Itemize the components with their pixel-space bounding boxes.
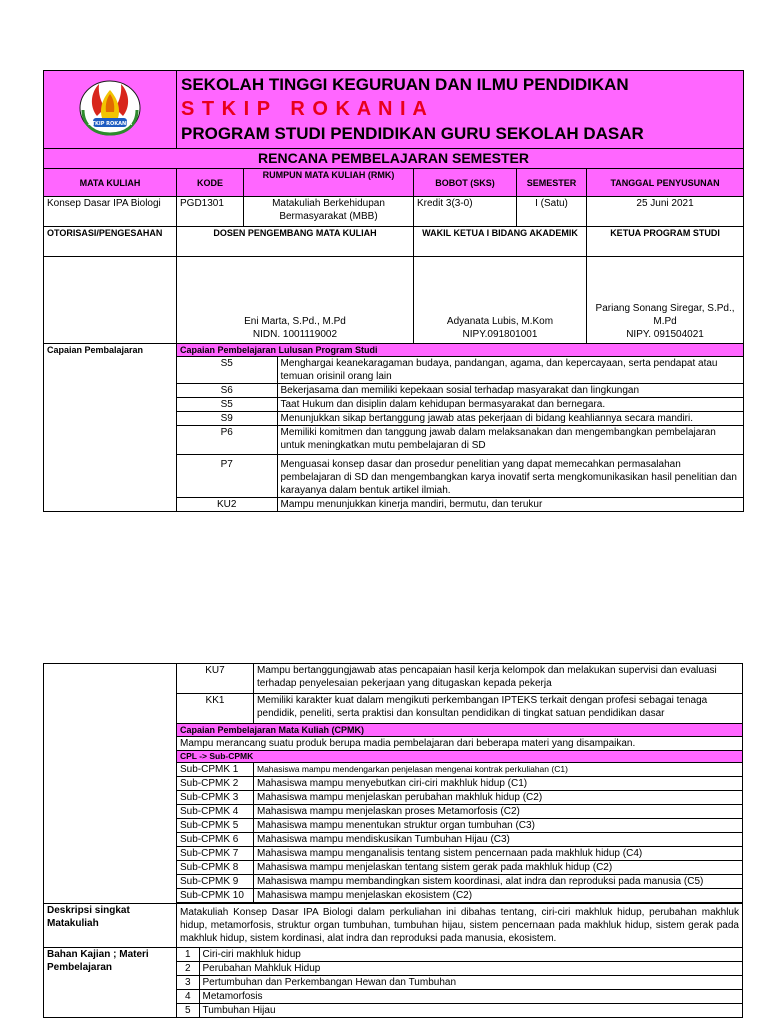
course-rumpun: Matakuliah Berkehidupan Bermasyarakat (MBB): [244, 197, 414, 227]
program-name: PROGRAM STUDI PENDIDIKAN GURU SEKOLAH DASAR: [181, 124, 644, 143]
cpl-text: Memiliki komitmen dan tanggung jawab dalam melaksanakan dan mengembangkan pembelajaran untuk meningkatkan mutu pembelajaran di SD: [277, 426, 743, 455]
wakil-label: WAKIL KETUA I BIDANG AKADEMIK: [414, 227, 587, 257]
cpl-code: KK1: [177, 694, 254, 724]
kaprodi-label: KETUA PROGRAM STUDI: [587, 227, 744, 257]
course-semester: I (Satu): [517, 197, 587, 227]
kaprodi-signature-block: [587, 257, 744, 344]
subcpmk-text: Mahasiswa mampu membandingkan sistem koordinasi, alat indra dan reproduksi pada manusia (C5): [254, 875, 743, 889]
cpl-code: S5: [177, 398, 277, 412]
institution-logo: [71, 72, 149, 142]
course-code: PGD1301: [177, 197, 244, 227]
cpmk-header: Capaian Pembelajaran Mata Kuliah (CPMK): [177, 724, 743, 737]
subcpmk-code: Sub-CPMK 4: [177, 805, 254, 819]
header-tanggal: TANGGAL PENYUSUNAN: [587, 169, 744, 197]
course-date: 25 Juni 2021: [587, 197, 744, 227]
auth-blank-cell: [44, 257, 177, 344]
cpl-text: Bekerjasama dan memiliki kepekaan sosial terhadap masyarakat dan lingkungan: [277, 384, 743, 398]
bahan-item: Tumbuhan Hijau: [199, 1004, 742, 1018]
cpl-text: Mampu bertanggungjawab atas pencapaian hasil kerja kelompok dan melakukan supervisi dan evaluasi terhadap penyelesaian pekerjaan yang ditugaskan kepada pekerja: [254, 664, 743, 694]
subcpmk-code: Sub-CPMK 9: [177, 875, 254, 889]
cpl-text: Menunjukkan sikap bertanggung jawab atas pekerjaan di bidang keahliannya secara mandiri.: [277, 412, 743, 426]
title-block: [177, 71, 744, 149]
kaprodi-id: NIPY. 091504021: [626, 329, 704, 340]
wakil-name: Adyanata Lubis, M.Kom: [446, 316, 554, 327]
subcpmk-text: Mahasiswa mampu menjelaskan ekosistem (C2): [254, 889, 743, 903]
institution-acronym: S T K I P R O K A N I A: [181, 98, 428, 120]
dosen-signature-block: [177, 257, 414, 344]
header-semester: SEMESTER: [517, 169, 587, 197]
header-bobot: BOBOT (SKS): [414, 169, 517, 197]
document-title: RENCANA PEMBELAJARAN SEMESTER: [44, 149, 744, 169]
capaian-label: Capaian Pembalajaran: [44, 344, 177, 512]
header-mata-kuliah: MATA KULIAH: [44, 169, 177, 197]
course-bobot: Kredit 3(3-0): [414, 197, 517, 227]
rps-header-table: [43, 70, 744, 512]
header-rumpun: RUMPUN MATA KULIAH (RMK): [244, 169, 414, 197]
subcpmk-code: Sub-CPMK 5: [177, 819, 254, 833]
cpl-container: [177, 344, 744, 512]
subcpmk-text: Mahasiswa mampu menjelaskan proses Metamorfosis (C2): [254, 805, 743, 819]
deskripsi-label: Deskripsi singkat Matakuliah: [44, 904, 177, 948]
subcpmk-text: Mahasiswa mampu menjelaskan tentang sistem gerak pada makhluk hidup (C2): [254, 861, 743, 875]
bahan-item: Ciri-ciri makhluk hidup: [199, 948, 742, 962]
auth-label: OTORISASI/PENGESAHAN: [44, 227, 177, 257]
cpl-table: [177, 344, 743, 511]
cpl-text: Menghargai keanekaragaman budaya, pandangan, agama, dan kepercayaan, serta pendapat atau temuan orisinil orang lain: [277, 357, 743, 384]
subcpmk-text: Mahasiswa mampu menyebutkan ciri-ciri makhluk hidup (C1): [254, 777, 743, 791]
bahan-item: Metamorfosis: [199, 990, 742, 1004]
logo-cell: [44, 71, 177, 149]
bahan-container: [177, 948, 743, 1018]
subcpmk-code: Sub-CPMK 6: [177, 833, 254, 847]
deskripsi-text: Matakuliah Konsep Dasar IPA Biologi dalam perkuliahan ini dibahas tentang, ciri-ciri makhluk hidup, perubahan makhluk hidup, metamorfosis, struktur organ tumbuhan, tumbuhan hijau, sistem pencernaan pada makhluk hidup, sistem gerak pada makhluk hidup, sistem kordinasi, alat indra dan reproduksi pada manusia, ekosistem.: [177, 904, 743, 948]
course-name: Konsep Dasar IPA Biologi: [44, 197, 177, 227]
bahan-no: 1: [177, 948, 199, 962]
rps-continuation-table: [43, 663, 743, 1018]
bahan-no: 5: [177, 1004, 199, 1018]
header-kode: KODE: [177, 169, 244, 197]
wakil-signature-block: [414, 257, 587, 344]
subcpmk-code: Sub-CPMK 1: [177, 763, 254, 777]
cpl-code: S6: [177, 384, 277, 398]
subcpmk-text: Mahasiswa mampu menganalisis tentang sistem pencernaan pada makhluk hidup (C4): [254, 847, 743, 861]
cpl-header: Capaian Pembelajaran Lulusan Program Studi: [177, 344, 743, 357]
cpl-code: P6: [177, 426, 277, 455]
subcpmk-text: Mahasiswa mampu mendengarkan penjelasan mengenai kontrak perkuliahan (C1): [254, 763, 743, 777]
subcpmk-text: Mahasiswa mampu mendiskusikan Tumbuhan Hijau (C3): [254, 833, 743, 847]
bahan-item: Perubahan Mahkluk Hidup: [199, 962, 742, 976]
bahan-no: 4: [177, 990, 199, 1004]
bahan-label: Bahan Kajian ; Materi Pembelajaran: [44, 948, 177, 1018]
subcpmk-code: Sub-CPMK 10: [177, 889, 254, 903]
bahan-item: Pertumbuhan dan Perkembangan Hewan dan Tumbuhan: [199, 976, 742, 990]
kaprodi-name: Pariang Sonang Siregar, S.Pd., M.Pd: [595, 303, 735, 327]
cpl-code: KU7: [177, 664, 254, 694]
logo-text: STKIP ROKANIA: [88, 121, 132, 127]
dosen-label: DOSEN PENGEMBANG MATA KULIAH: [177, 227, 414, 257]
dosen-name: Eni Marta, S.Pd., M.Pd: [244, 316, 346, 327]
subcpmk-text: Mahasiswa mampu menjelaskan perubahan makhluk hidup (C2): [254, 791, 743, 805]
institution-name: SEKOLAH TINGGI KEGURUAN DAN ILMU PENDIDIKAN: [181, 75, 629, 94]
subcpmk-code: Sub-CPMK 2: [177, 777, 254, 791]
cpl-code: KU2: [177, 498, 277, 512]
capaian-continuation-blank: [44, 664, 177, 904]
cpl-text: Mampu menunjukkan kinerja mandiri, bermutu, dan terukur: [277, 498, 743, 512]
cpl-text: Memiliki karakter kuat dalam mengikuti perkembangan IPTEKS terkait dengan profesi sebagai tenaga pendidik, peneliti, serta praktisi dan konsultan pendidikan di tingkat satuan pendidikan dasar: [254, 694, 743, 724]
cpl-text: Menguasai konsep dasar dan prosedur penelitian yang dapat memecahkan permasalahan pembelajaran di SD dan mengembangkan karya inovatif serta mengkomunikasikan hasil penelitian dan karayanya dalam bentuk artikel ilmiah.: [277, 455, 743, 498]
wakil-id: NIPY.091801001: [462, 329, 538, 340]
subcpmk-text: Mahasiswa mampu menentukan struktur organ tumbuhan (C3): [254, 819, 743, 833]
cpl-text: Taat Hukum dan disiplin dalam kehidupan bermasyarakat dan bernegara.: [277, 398, 743, 412]
cpl-code: S5: [177, 357, 277, 384]
cpmk-text: Mampu merancang suatu produk berupa madia pembelajaran dari beberapa materi yang disampaikan.: [177, 737, 743, 751]
bahan-table: [177, 948, 742, 1017]
bahan-no: 2: [177, 962, 199, 976]
subcpmk-code: Sub-CPMK 8: [177, 861, 254, 875]
bahan-no: 3: [177, 976, 199, 990]
subcpmk-code: Sub-CPMK 7: [177, 847, 254, 861]
subcpmk-code: Sub-CPMK 3: [177, 791, 254, 805]
cpl-code: P7: [177, 455, 277, 498]
cpl-code: S9: [177, 412, 277, 426]
subcpmk-header: CPL -> Sub-CPMK: [177, 751, 743, 763]
dosen-id: NIDN. 1001119002: [252, 329, 338, 340]
